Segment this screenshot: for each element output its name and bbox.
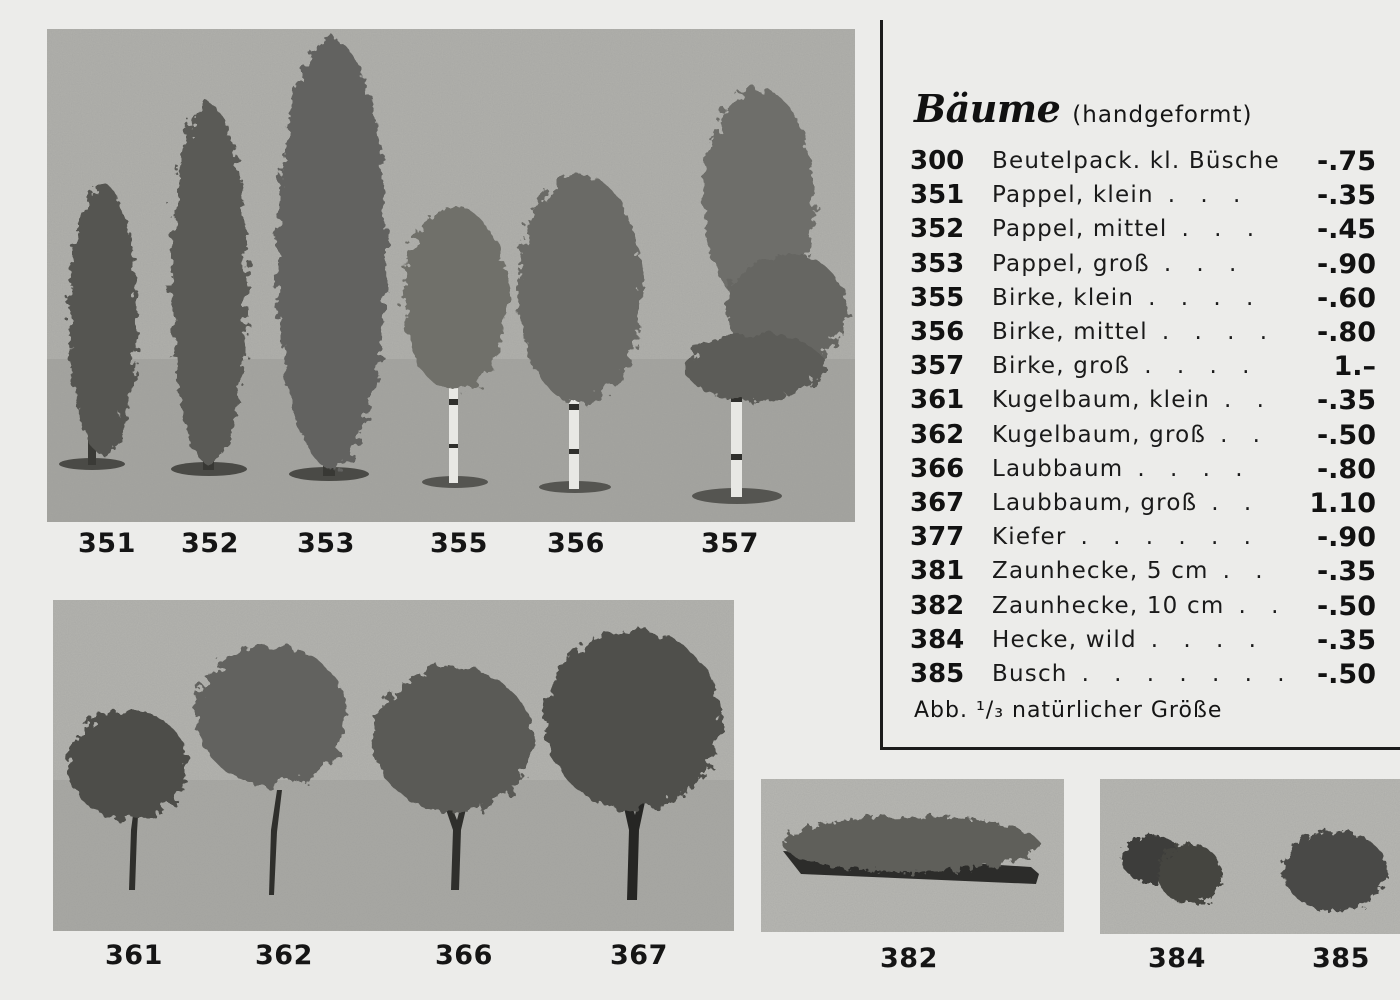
item-name: Kugelbaum, groß [992, 421, 1207, 448]
hedge-illustration [761, 779, 1064, 932]
tree-366-crown [373, 668, 533, 812]
price-list-heading [914, 86, 1252, 131]
item-price: 1.– [1333, 351, 1376, 383]
bush-385 [1283, 831, 1387, 911]
leader-dots: . . . . . . [1080, 524, 1260, 551]
item-price: -.45 [1316, 214, 1376, 246]
leader-dots: . . . . [1148, 284, 1263, 311]
item-name: Beutelpack. kl. Büsche [992, 148, 1280, 174]
item-price: -.60 [1316, 282, 1376, 314]
price-row [910, 522, 1376, 556]
item-number: 352 [910, 214, 965, 245]
leader-dots: . . . [1181, 216, 1264, 243]
leader-dots: . . [1211, 490, 1261, 516]
item-name: Pappel, groß [992, 250, 1150, 277]
caption-352: 352 [181, 528, 239, 559]
item-name: Pappel, klein [992, 182, 1154, 209]
price-row [910, 419, 1376, 454]
item-price: -.90 [1316, 522, 1376, 554]
item-price: -.50 [1316, 659, 1376, 690]
caption-355: 355 [430, 528, 488, 559]
bushes-illustration [1100, 779, 1400, 934]
tree-356-crown [518, 174, 642, 404]
price-row [910, 556, 1376, 590]
caption-351: 351 [78, 528, 136, 559]
item-name: Kiefer [992, 524, 1067, 551]
bush-384-part-b [1158, 844, 1222, 904]
leader-dots: . . [1238, 592, 1288, 619]
item-name: Zaunhecke, 10 cm [992, 592, 1225, 619]
price-row [910, 590, 1376, 625]
item-number: 381 [910, 556, 965, 587]
item-number: 382 [910, 590, 965, 621]
item-name: Kugelbaum, klein [992, 387, 1210, 414]
item-price: -.80 [1316, 453, 1376, 485]
item-number: 385 [910, 659, 965, 689]
caption-361: 361 [105, 940, 163, 971]
item-name: Birke, groß [992, 353, 1131, 380]
item-number: 361 [910, 385, 965, 416]
caption-362: 362 [255, 940, 313, 971]
leader-dots: . . . . [1144, 353, 1259, 380]
leader-dots: . . [1220, 421, 1269, 448]
leader-dots: . . . [1167, 182, 1250, 209]
photo-bushes [1100, 779, 1400, 934]
photo-hedge [761, 779, 1064, 932]
item-price: -.90 [1316, 248, 1376, 280]
price-list-title: Bäume [914, 86, 1061, 131]
item-price: -.35 [1316, 385, 1376, 417]
round-trees-illustration [53, 600, 734, 931]
item-price: -.35 [1316, 624, 1376, 656]
leader-dots: . . . [1163, 250, 1246, 277]
caption-382: 382 [880, 943, 938, 974]
price-row [910, 317, 1376, 351]
price-row [910, 385, 1376, 419]
item-number: 356 [910, 317, 965, 347]
tree-353-crown [277, 39, 387, 469]
hedge-foliage [783, 816, 1039, 872]
caption-367: 367 [610, 940, 668, 971]
item-number: 377 [910, 522, 965, 553]
price-row [910, 624, 1376, 659]
item-price: -.50 [1316, 419, 1376, 451]
tree-361-crown [68, 710, 188, 820]
tree-355-crown [403, 207, 507, 391]
item-price: -.75 [1316, 146, 1376, 177]
price-row [910, 488, 1376, 522]
leader-dots: . . . . [1137, 455, 1252, 482]
price-row [910, 180, 1376, 214]
price-row [910, 248, 1376, 283]
item-number: 351 [910, 180, 965, 211]
leader-dots: . . . . [1150, 626, 1265, 653]
price-list-subtitle: (handgeformt) [1072, 102, 1253, 128]
item-number: 357 [910, 351, 965, 382]
price-row [910, 659, 1376, 693]
caption-356: 356 [547, 528, 605, 559]
item-name: Zaunhecke, 5 cm [992, 558, 1209, 585]
item-price: -.50 [1316, 590, 1376, 622]
leader-dots: . . . . [1161, 319, 1277, 345]
leader-dots: . . [1223, 387, 1273, 414]
leader-dots: . . [1222, 558, 1272, 585]
item-number: 362 [910, 419, 965, 450]
item-name: Laubbaum [992, 455, 1124, 482]
price-row [910, 214, 1376, 248]
caption-366: 366 [435, 940, 493, 971]
photo-round-trees [53, 600, 734, 931]
item-number: 366 [910, 453, 965, 484]
photo-poplars-birches [47, 29, 855, 522]
tree-352-crown [171, 104, 247, 464]
caption-353: 353 [297, 528, 355, 559]
item-number: 300 [910, 146, 965, 176]
price-row [910, 282, 1376, 317]
item-name: Birke, klein [992, 284, 1135, 311]
price-row [910, 146, 1376, 180]
tree-362-crown [196, 645, 346, 785]
tree-357-crown-low [685, 333, 825, 401]
item-name: Pappel, mittel [992, 216, 1168, 243]
item-number: 384 [910, 624, 965, 655]
price-row [910, 351, 1376, 385]
item-price: -.35 [1316, 180, 1376, 212]
scale-note: Abb. ¹/₃ natürlicher Größe [914, 698, 1223, 723]
tree-351-crown [69, 184, 137, 454]
tree-367-crown [545, 630, 721, 810]
price-row [910, 453, 1376, 488]
item-name: Laubbaum, groß [992, 490, 1198, 516]
caption-385: 385 [1312, 943, 1370, 974]
leader-dots: . . . . . . . [1081, 661, 1294, 687]
item-price: 1.10 [1309, 488, 1376, 519]
item-price: -.80 [1316, 317, 1376, 348]
item-number: 353 [910, 248, 965, 279]
item-name: Birke, mittel [992, 319, 1148, 345]
caption-384: 384 [1148, 943, 1206, 974]
caption-357: 357 [701, 528, 759, 559]
item-name: Busch [992, 661, 1068, 687]
item-price: -.35 [1316, 556, 1376, 588]
poplars-birches-illustration [47, 29, 855, 522]
item-name: Hecke, wild [992, 626, 1137, 653]
item-number: 367 [910, 488, 965, 518]
item-number: 355 [910, 282, 965, 313]
